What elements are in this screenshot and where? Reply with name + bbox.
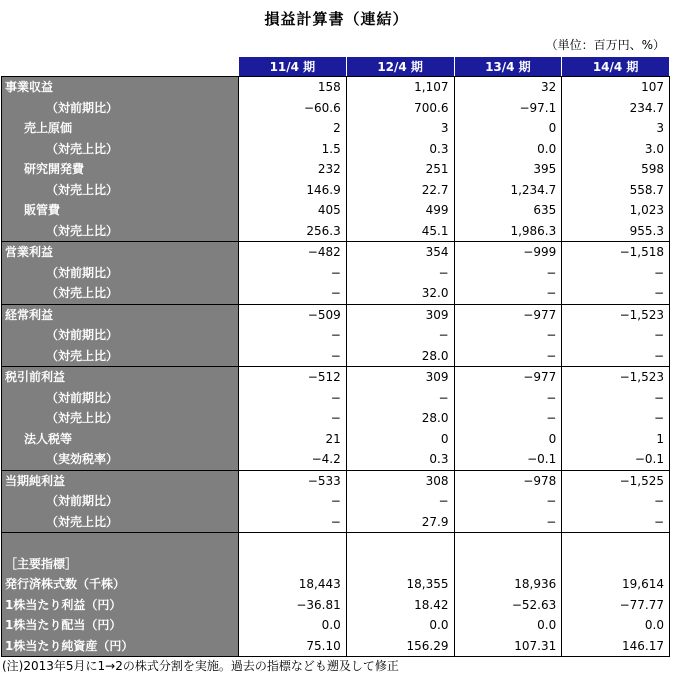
value-cell: 107 xyxy=(562,77,670,98)
value-cell: −4.2 xyxy=(239,449,347,470)
value-cell: − xyxy=(239,408,347,429)
table-row xyxy=(2,98,670,119)
table-row xyxy=(2,77,670,98)
value-cell: − xyxy=(346,325,454,346)
value-cell: 256.3 xyxy=(239,221,347,242)
row-label: （対前期比） xyxy=(2,98,239,119)
value-cell: 309 xyxy=(346,304,454,325)
value-cell: −978 xyxy=(454,470,562,491)
value-cell: −482 xyxy=(239,242,347,263)
row-label: 当期純利益 xyxy=(2,470,239,491)
table-row xyxy=(2,615,670,636)
row-label: 1株当たり利益（円） xyxy=(2,595,239,616)
value-cell: −36.81 xyxy=(239,595,347,616)
value-cell: − xyxy=(346,263,454,284)
value-cell: − xyxy=(239,263,347,284)
table-body xyxy=(2,77,670,657)
value-cell: 0 xyxy=(454,118,562,139)
value-cell: 0.0 xyxy=(454,139,562,160)
value-cell: − xyxy=(562,346,670,367)
header-period: 14/4 期 xyxy=(562,57,670,77)
value-cell: 354 xyxy=(346,242,454,263)
value-cell: 1,234.7 xyxy=(454,180,562,201)
value-cell: − xyxy=(454,283,562,304)
value-cell: 3 xyxy=(562,118,670,139)
table-row xyxy=(2,304,670,325)
row-label: （対前期比） xyxy=(2,263,239,284)
table-row xyxy=(2,636,670,657)
value-cell: − xyxy=(346,491,454,512)
value-cell: 28.0 xyxy=(346,408,454,429)
value-cell: 18,443 xyxy=(239,574,347,595)
row-label: 税引前利益 xyxy=(2,367,239,388)
value-cell: 18.42 xyxy=(346,595,454,616)
value-cell: − xyxy=(239,325,347,346)
value-cell: −509 xyxy=(239,304,347,325)
row-label: 営業利益 xyxy=(2,242,239,263)
value-cell: −0.1 xyxy=(562,449,670,470)
value-cell: − xyxy=(562,491,670,512)
value-cell: −999 xyxy=(454,242,562,263)
value-cell: −977 xyxy=(454,304,562,325)
value-cell: 107.31 xyxy=(454,636,562,657)
value-cell: −533 xyxy=(239,470,347,491)
value-cell: 18,355 xyxy=(346,574,454,595)
statement-title: 損益計算書（連結） xyxy=(264,10,409,28)
value-cell: 0 xyxy=(346,429,454,450)
value-cell: 22.7 xyxy=(346,180,454,201)
value-cell: −1,525 xyxy=(562,470,670,491)
value-cell: − xyxy=(454,491,562,512)
row-label: （対前期比） xyxy=(2,325,239,346)
value-cell: − xyxy=(239,512,347,533)
value-cell: 558.7 xyxy=(562,180,670,201)
table-row xyxy=(2,283,670,304)
value-cell: − xyxy=(454,263,562,284)
value-cell: 1 xyxy=(562,429,670,450)
value-cell: − xyxy=(562,263,670,284)
value-cell: 3.0 xyxy=(562,139,670,160)
value-cell: − xyxy=(239,346,347,367)
row-label: 事業収益 xyxy=(2,77,239,98)
header-period: 11/4 期 xyxy=(239,57,347,77)
value-cell: 0 xyxy=(454,429,562,450)
table-row xyxy=(2,242,670,263)
table-row xyxy=(2,512,670,533)
value-cell: 234.7 xyxy=(562,98,670,119)
value-cell: 598 xyxy=(562,159,670,180)
row-label: 研究開発費 xyxy=(2,159,239,180)
table-row xyxy=(2,263,670,284)
row-label: 売上原価 xyxy=(2,118,239,139)
value-cell: − xyxy=(562,388,670,409)
row-label: 法人税等 xyxy=(2,429,239,450)
value-cell: 0.3 xyxy=(346,449,454,470)
row-label: （対前期比） xyxy=(2,388,239,409)
row-label: （対売上比） xyxy=(2,180,239,201)
table-row xyxy=(2,595,670,616)
value-cell: 309 xyxy=(346,367,454,388)
value-cell: 0.0 xyxy=(346,615,454,636)
row-label: 発行済株式数（千株） xyxy=(2,574,239,595)
value-cell: 45.1 xyxy=(346,221,454,242)
value-cell: 499 xyxy=(346,200,454,221)
value-cell xyxy=(239,554,347,575)
value-cell: −60.6 xyxy=(239,98,347,119)
table-row xyxy=(2,346,670,367)
row-label: ［主要指標］ xyxy=(2,554,239,575)
row-label: （対売上比） xyxy=(2,139,239,160)
value-cell: 395 xyxy=(454,159,562,180)
value-cell xyxy=(454,533,562,554)
table-row xyxy=(2,325,670,346)
table-row xyxy=(2,554,670,575)
value-cell xyxy=(346,554,454,575)
table-row xyxy=(2,200,670,221)
value-cell: 635 xyxy=(454,200,562,221)
value-cell: 19,614 xyxy=(562,574,670,595)
header-row xyxy=(2,57,670,77)
value-cell: −77.77 xyxy=(562,595,670,616)
header-blank xyxy=(2,57,239,77)
value-cell: 0.3 xyxy=(346,139,454,160)
value-cell: 1,107 xyxy=(346,77,454,98)
unit-label: （単位：百万円、%） xyxy=(545,38,665,52)
table-row xyxy=(2,574,670,595)
table-row xyxy=(2,159,670,180)
value-cell: 232 xyxy=(239,159,347,180)
value-cell: −512 xyxy=(239,367,347,388)
income-statement-table xyxy=(1,56,670,657)
row-label: 1株当たり純資産（円） xyxy=(2,636,239,657)
value-cell xyxy=(562,554,670,575)
header-period: 12/4 期 xyxy=(346,57,454,77)
value-cell: 3 xyxy=(346,118,454,139)
value-cell: −1,523 xyxy=(562,304,670,325)
value-cell: − xyxy=(562,325,670,346)
row-label xyxy=(2,533,239,554)
footnote: (注)2013年5月に1→2の株式分割を実施。過去の指標なども遡及して修正 xyxy=(2,659,399,673)
table-row xyxy=(2,388,670,409)
value-cell: −0.1 xyxy=(454,449,562,470)
table-row xyxy=(2,180,670,201)
value-cell: −1,523 xyxy=(562,367,670,388)
row-label: （対売上比） xyxy=(2,221,239,242)
value-cell xyxy=(239,533,347,554)
value-cell: − xyxy=(239,491,347,512)
value-cell: 1,986.3 xyxy=(454,221,562,242)
value-cell: − xyxy=(239,388,347,409)
value-cell xyxy=(454,554,562,575)
value-cell: 21 xyxy=(239,429,347,450)
value-cell: − xyxy=(346,388,454,409)
table-row xyxy=(2,491,670,512)
value-cell: 146.17 xyxy=(562,636,670,657)
value-cell: 700.6 xyxy=(346,98,454,119)
value-cell: 0.0 xyxy=(239,615,347,636)
value-cell: 75.10 xyxy=(239,636,347,657)
table-row xyxy=(2,449,670,470)
value-cell: − xyxy=(562,408,670,429)
value-cell: −52.63 xyxy=(454,595,562,616)
value-cell xyxy=(562,533,670,554)
value-cell: 308 xyxy=(346,470,454,491)
value-cell: 405 xyxy=(239,200,347,221)
value-cell: − xyxy=(239,283,347,304)
row-label: （対売上比） xyxy=(2,346,239,367)
table-row xyxy=(2,408,670,429)
row-label: （対売上比） xyxy=(2,512,239,533)
row-label: （対売上比） xyxy=(2,408,239,429)
value-cell: − xyxy=(454,512,562,533)
row-label: （対前期比） xyxy=(2,491,239,512)
value-cell: −97.1 xyxy=(454,98,562,119)
value-cell: 156.29 xyxy=(346,636,454,657)
row-label: （対売上比） xyxy=(2,283,239,304)
table-row xyxy=(2,139,670,160)
value-cell: − xyxy=(454,408,562,429)
value-cell: 251 xyxy=(346,159,454,180)
value-cell: 32.0 xyxy=(346,283,454,304)
value-cell: 27.9 xyxy=(346,512,454,533)
value-cell: 28.0 xyxy=(346,346,454,367)
value-cell: 0.0 xyxy=(562,615,670,636)
table-row xyxy=(2,470,670,491)
value-cell: 32 xyxy=(454,77,562,98)
table-row xyxy=(2,367,670,388)
value-cell: 1.5 xyxy=(239,139,347,160)
table-row xyxy=(2,221,670,242)
value-cell: 18,936 xyxy=(454,574,562,595)
row-label: 経常利益 xyxy=(2,304,239,325)
value-cell xyxy=(346,533,454,554)
value-cell: 0.0 xyxy=(454,615,562,636)
table-row xyxy=(2,118,670,139)
value-cell: −977 xyxy=(454,367,562,388)
value-cell: 2 xyxy=(239,118,347,139)
value-cell: −1,518 xyxy=(562,242,670,263)
value-cell: − xyxy=(454,346,562,367)
table-row xyxy=(2,533,670,554)
table-row xyxy=(2,429,670,450)
value-cell: 146.9 xyxy=(239,180,347,201)
row-label: 販管費 xyxy=(2,200,239,221)
value-cell: − xyxy=(562,283,670,304)
header-period: 13/4 期 xyxy=(454,57,562,77)
value-cell: 955.3 xyxy=(562,221,670,242)
value-cell: 1,023 xyxy=(562,200,670,221)
row-label: 1株当たり配当（円） xyxy=(2,615,239,636)
value-cell: − xyxy=(454,388,562,409)
value-cell: − xyxy=(454,325,562,346)
value-cell: 158 xyxy=(239,77,347,98)
row-label: （実効税率） xyxy=(2,449,239,470)
value-cell: − xyxy=(562,512,670,533)
